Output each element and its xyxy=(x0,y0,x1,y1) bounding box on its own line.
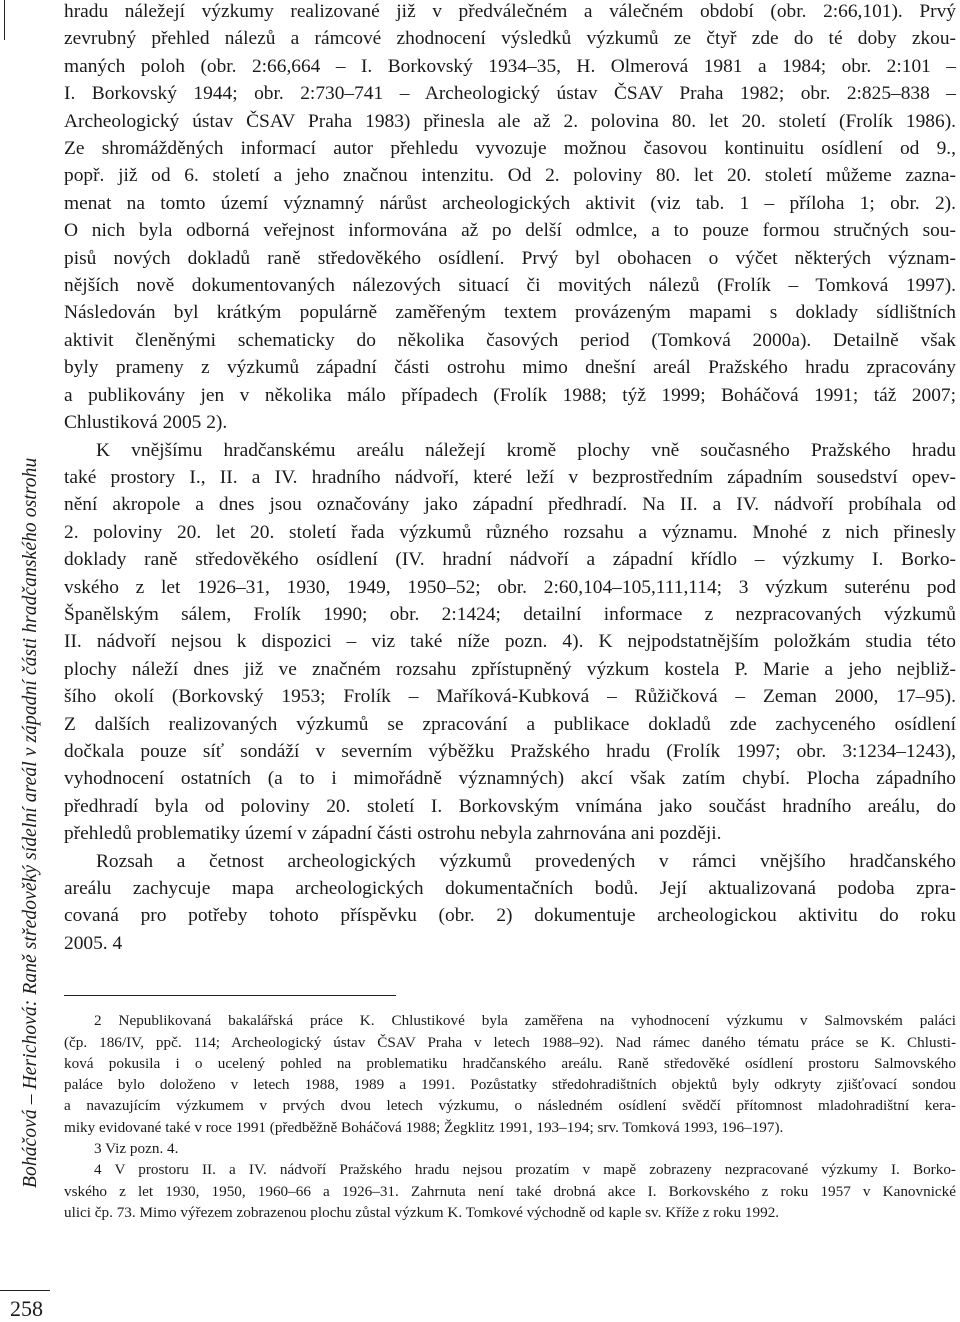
text-line: areálu zachycuje mapa archeologických dokumentačních bodů. Její aktualizovaná podoba zpra- xyxy=(64,878,956,899)
text-line: I. Borkovský 1944; obr. 2:730–741 – Archeologický ústav ČSAV Praha 1982; obr. 2:825–838 – xyxy=(64,83,956,105)
text-line: ková pokusila i o ucelený pohled na problematiku hradčanského areálu. Raně středověké osídlení prostoru Salmovského xyxy=(64,1054,956,1072)
footnote-separator xyxy=(64,995,396,996)
text-line: vského z let 1926–31, 1930, 1949, 1950–52; obr. 2:60,104–105,111,114; 3 výzkum suterénu pod xyxy=(64,576,956,598)
text-line: (čp. 186/IV, ppč. 114; Archeologický ústav ČSAV Praha v letech 1988–92). Nad rámec daného tématu práce se K. Chlusti- xyxy=(64,1033,956,1051)
footnote-2 xyxy=(64,1010,956,1138)
text-line: K vnějšímu hradčanskému areálu náležejí kromě plochy vně současného Pražského hradu xyxy=(96,439,956,461)
body-text xyxy=(64,0,956,957)
text-line: a navazujícím výzkumem v prvých dvou letech výzkumu, o následném osídlení svědčí přítomnost mladohradištní kera- xyxy=(64,1097,956,1115)
margin-column xyxy=(0,0,50,1321)
text-line: O nich byla odborná veřejnost informována až po delší odmlce, a to pouze formou stručných sou- xyxy=(64,220,956,242)
text-line: nění akropole a dnes jsou označovány jako západní předhradí. Na II. a IV. nádvoří probíhala od xyxy=(64,494,956,516)
text-line: II. nádvoří nejsou k dispozici – viz také níže pozn. 4). K nejpodstatnějším položkám studia této xyxy=(64,631,956,653)
margin-rule-top xyxy=(4,0,5,40)
text-line: covaná pro potřeby tohoto příspěvku (obr. 2) dokumentuje archeologickou aktivitu do roku xyxy=(64,905,956,927)
text-line: Chlustiková 2005 2). xyxy=(64,412,228,434)
text-line: také prostory I., II. a IV. hradního nádvoří, které leží v bezprostředním západním sousedství opev- xyxy=(64,466,956,488)
text-line: 3 Viz pozn. 4. xyxy=(94,1140,179,1157)
text-line: vyhodnocení ostatních (a to i mimořádně významných) akcí však zatím chybí. Plocha západního xyxy=(64,768,956,790)
text-line: byly prameny z výzkumů západní části ostrohu mimo dnešní areál Pražského hradu zpracovány xyxy=(64,357,956,379)
text-line: dočkala pouze síť sondáží v severním výběžku Pražského hradu (Frolík 1997; obr. 3:1234–1243), xyxy=(64,740,956,762)
text-line: vského z let 1930, 1950, 1960–66 a 1926–31. Zahrnuta není také drobná akce I. Borkovského z roku 1957 v Kanovnické xyxy=(64,1182,956,1200)
text-line: a publikovány jen v několika málo případech (Frolík 1988; týž 1999; Boháčová 1991; táž 2007; xyxy=(64,384,956,406)
paragraph-3 xyxy=(64,848,956,958)
text-line: maných poloh (obr. 2:66,664 – I. Borkovský 1934–35, H. Olmerová 1981 a 1984; obr. 2:101 – xyxy=(64,55,956,77)
text-line: doklady raně středověkého osídlení (IV. hradní nádvoří a západní křídlo – výzkumy I. Borko- xyxy=(64,549,956,571)
text-line: přehledů problematiky území v západní části ostrohu nebyla zahrnována ani později. xyxy=(64,823,722,845)
text-line: Následován byl krátkým populárně zaměřeným textem provázeným mapami s doklady sídlištních xyxy=(64,302,956,324)
text-line: Španělským sálem, Frolík 1990; obr. 2:1424; detailní informace z nezpracovaných výzkumů xyxy=(64,603,956,625)
text-line: Archeologický ústav ČSAV Praha 1983) přinesla ale až 2. polovina 80. let 20. století (Frolík 1986). xyxy=(64,110,956,132)
text-line: aktivit členěnými schematicky do několika časových period (Tomková 2000a). Detailně však xyxy=(64,329,956,351)
text-line: Ze shromážděných informací autor přehledu vyvozuje možnou časovou kontinuitu osídlení od 9., xyxy=(64,138,956,160)
text-line: nějších nově dokumentovaných nálezových situací či movitých nálezů (Frolík – Tomková 1997). xyxy=(64,275,956,297)
text-line: Rozsah a četnost archeologických výzkumů provedených v rámci vnějšího hradčanského xyxy=(96,850,956,872)
text-line: zevrubný přehled nálezů a rámcové zhodnocení výsledků výzkumů ze čtyř zde do té doby zkou- xyxy=(64,28,956,50)
main-text-column xyxy=(64,0,956,1223)
text-line: šího okolí (Borkovský 1953; Frolík – Maříková-Kubková – Růžičková – Zeman 2000, 17–95). xyxy=(64,686,956,708)
text-line: ulici čp. 73. Mimo výřezem zobrazenou plochu zůstal výzkum K. Tomkové východně od kaple sv. Kříže z roku 1992. xyxy=(64,1203,780,1221)
text-line: 2. poloviny 20. let 20. století řada výzkumů různého rozsahu a významu. Mnohé z nich přinesly xyxy=(64,521,956,543)
paragraph-2 xyxy=(64,437,956,848)
text-line: 2 Nepublikovaná bakalářská práce K. Chlustikové byla zaměřena na vyhodnocení výzkumu v Salmovském paláci xyxy=(94,1012,956,1030)
page-number: 258 xyxy=(10,1296,43,1321)
footnotes xyxy=(64,1010,956,1223)
paragraph-1 xyxy=(64,0,956,437)
text-line: popř. již od 6. století a jeho značnou intenzitu. Od 2. poloviny 80. let 20. století můžeme zazna- xyxy=(64,165,956,187)
text-line: 2005. 4 xyxy=(64,932,123,954)
text-line: menat na tomto území významný nárůst archeologických aktivit (viz tab. 1 – příloha 1; obr. 2). xyxy=(64,192,956,214)
text-line: Z dalších realizovaných výzkumů se zpracování a publikace dokladů zde zachyceného osídlení xyxy=(64,713,956,735)
footnote-4 xyxy=(64,1159,956,1223)
margin-rule-bottom xyxy=(0,1290,50,1291)
text-line: 4 V prostoru II. a IV. nádvoří Pražského hradu nejsou prozatím v mapě zobrazeny nezpracované výzkumy I. Borko- xyxy=(94,1161,956,1179)
text-line: pisů nových dokladů raně středověkého osídlení. Prvý byl obohacen o výčet některých význam- xyxy=(64,247,956,269)
running-head: Boháčová – Herichová: Raně středověký sídelní areál v západní části hradčanského ostrohu xyxy=(20,457,41,1188)
text-line: paláce bylo doloženo v letech 1988, 1989 a 1991. Pozůstatky středohradištních objektů byly odkryty zjišťovací sondou xyxy=(64,1076,956,1094)
text-line: hradu náležejí výzkumy realizované již v předválečném a válečném období (obr. 2:66,101). Prvý xyxy=(64,1,956,22)
text-line: předhradí byla od poloviny 20. století I. Borkovským vnímána jako součást hradního areálu, do xyxy=(64,795,956,817)
text-line: plochy náleží dnes již ve značném rozsahu zpřístupněný výzkum kostela P. Marie a jeho nejbliž- xyxy=(64,658,956,680)
footnote-3 xyxy=(64,1138,956,1159)
text-line: miky evidované také v roce 1991 (předběžně Boháčová 1988; Žegklitz 1991, 193–194; srv. Tomková 1993, 196–197). xyxy=(64,1118,784,1136)
